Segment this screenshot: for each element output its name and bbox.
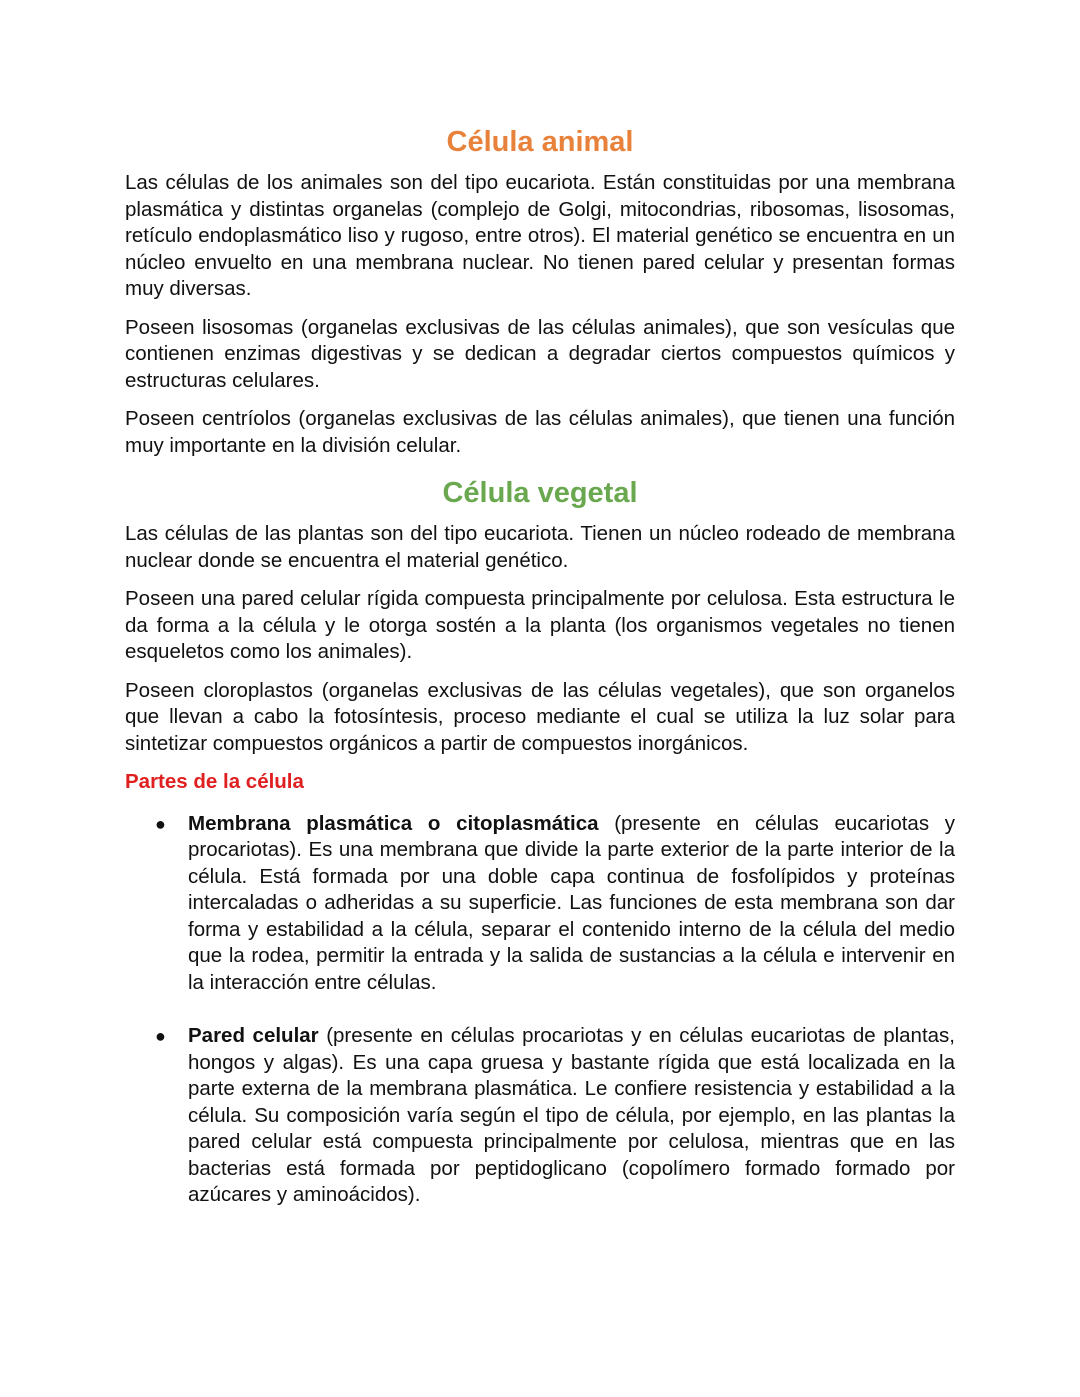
plant-paragraph-3: Poseen cloroplastos (organelas exclusivas de las células vegetales), que son organelos que llevan a cabo la fotosíntesis, proceso mediante el cual se utiliza la luz solar para sintetizar compuestos orgánicos a partir de compuestos inorgánicos. bbox=[125, 678, 955, 755]
plant-paragraph-1: Las células de las plantas son del tipo eucariota. Tienen un núcleo rodeado de membrana nuclear donde se encuentra el material genético. bbox=[125, 522, 955, 572]
animal-paragraph-2: Poseen lisosomas (organelas exclusivas de las células animales), que son vesículas que contienen enzimas digestivas y se dedican a degradar ciertos compuestos químicos y estructuras celulares. bbox=[125, 315, 955, 392]
animal-paragraph-3: Poseen centríolos (organelas exclusivas de las células animales), que tienen una función muy importante en la división celular. bbox=[125, 407, 955, 457]
list-item bbox=[125, 1023, 955, 1209]
item-term: Pared celular bbox=[188, 1024, 319, 1047]
bullet-icon: ● bbox=[155, 1026, 166, 1046]
animal-cell-title: Célula animal bbox=[446, 126, 634, 158]
item-term: Membrana plasmática o citoplasmática bbox=[188, 811, 599, 835]
cell-parts-list bbox=[125, 811, 955, 1209]
plant-cell-title: Célula vegetal bbox=[442, 477, 638, 509]
item-text: (presente en células procariotas y en células eucariotas de plantas, hongos y algas). Es una capa gruesa y bastante rígida que está localizada en la parte externa de la membrana plasmática. Le confiere resistencia y estabilidad a la célula. Su composición varía según el tipo de célula, por ejemplo, en las plantas la pared celular está compuesta principalmente por celulosa, mientras que en las bacterias está formada por peptidoglicano (copolímero formado formado por azúcares y aminoácidos). bbox=[188, 1024, 955, 1206]
list-item bbox=[125, 811, 955, 997]
bullet-icon: ● bbox=[155, 813, 166, 834]
document-page bbox=[125, 120, 955, 1236]
cell-parts-heading: Partes de la célula bbox=[125, 770, 304, 793]
item-text: (presente en células eucariotas y procariotas). Es una membrana que divide la parte exterior de la parte interior de la célula. Está formada por una doble capa continua de fosfolípidos y proteínas intercaladas o adheridas a su superficie. Las funciones de esta membrana son dar forma y estabilidad a la célula, separar el contenido interno de la célula del medio que la rodea, permitir la entrada y la salida de sustancias a la célula e intervenir en la interacción entre células. bbox=[188, 811, 956, 994]
plant-paragraph-2: Poseen una pared celular rígida compuesta principalmente por celulosa. Esta estructura le da forma a la célula y le otorga sostén a la planta (los organismos vegetales no tienen esqueletos como los animales). bbox=[125, 587, 955, 663]
animal-paragraph-1: Las células de los animales son del tipo eucariota. Están constituidas por una membrana plasmática y distintas organelas (complejo de Golgi, mitocondrias, ribosomas, lisosomas, retículo endoplasmático liso y rugoso, entre otros). El material genético se encuentra en un núcleo envuelto en una membrana nuclear. No tienen pared celular y presentan formas muy diversas. bbox=[125, 171, 955, 300]
